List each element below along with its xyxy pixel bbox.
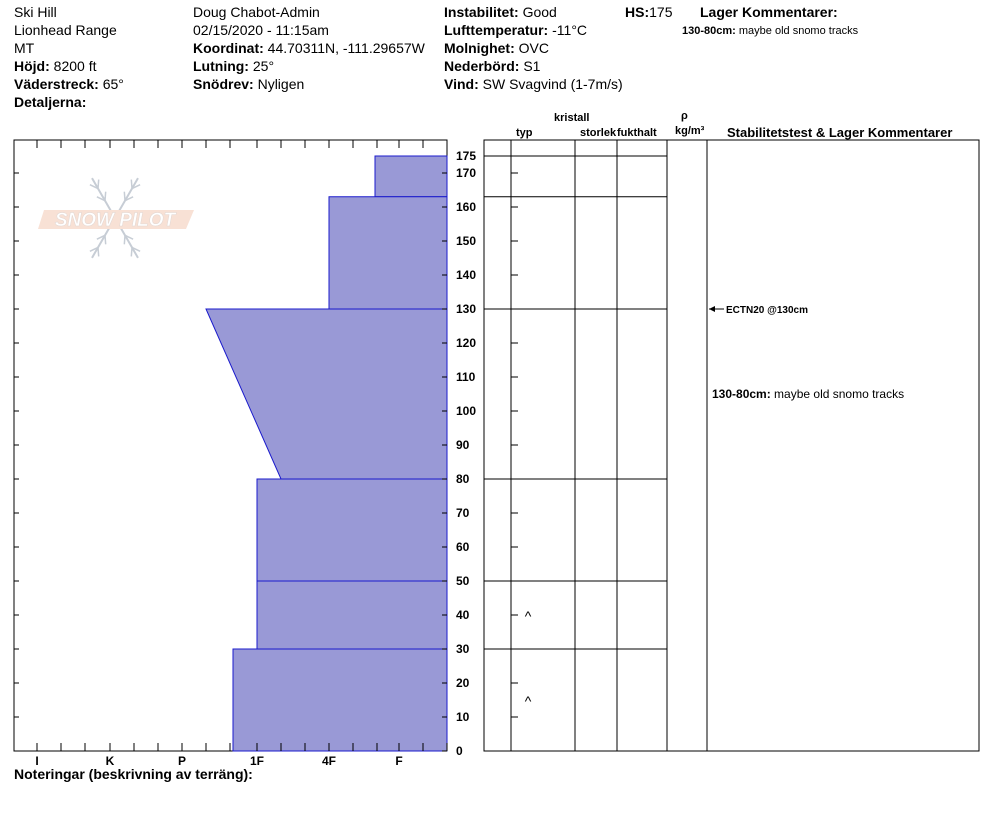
precip-label: Nederbörd:	[444, 58, 520, 74]
depth-label-140: 140	[456, 268, 477, 282]
hardness-layer-2	[329, 197, 447, 309]
hardness-layer-1	[375, 156, 447, 197]
depth-label-150: 150	[456, 234, 477, 248]
col-kristall: kristall	[554, 112, 590, 124]
depth-label-80: 80	[456, 472, 470, 486]
stability-label: Instabilitet:	[444, 4, 519, 20]
details-label: Detaljerna:	[14, 94, 87, 110]
hardness-label-p: P	[177, 754, 187, 768]
range-name: Lionhead Range	[14, 22, 117, 38]
depth-label-120: 120	[456, 336, 477, 350]
airtemp-label: Lufttemperatur:	[444, 22, 549, 38]
drift-value: Nyligen	[257, 76, 305, 92]
observer-name: Doug Chabot-Admin	[193, 4, 320, 20]
hardness-label-f: F	[395, 754, 403, 768]
slope-label: Lutning:	[193, 58, 249, 74]
notes-label: Noteringar (beskrivning av terräng):	[14, 766, 253, 782]
snowflake-branch	[105, 235, 106, 244]
header-layer-comment-range: 130-80cm:	[682, 25, 736, 37]
stability-test-label: ECTN20 @130cm	[726, 305, 809, 316]
hardness-layer-6	[233, 649, 447, 751]
depth-label-0: 0	[456, 744, 463, 758]
snowflake-branch	[124, 235, 125, 244]
grain-marker-15: ^	[524, 693, 532, 709]
layer-table-frame	[484, 140, 979, 751]
depth-label-110: 110	[456, 370, 476, 384]
col-typ: typ	[516, 127, 533, 139]
elevation-value: 8200 ft	[53, 58, 97, 74]
stability-value: Good	[522, 4, 557, 20]
depth-label-30: 30	[456, 642, 470, 656]
col-stability: Stabilitetstest & Lager Kommentarer	[727, 125, 953, 140]
layer-comments-title: Lager Kommentarer:	[700, 4, 838, 20]
hardness-label-1f: 1F	[249, 754, 265, 768]
snowflake-branch	[105, 192, 106, 201]
observation-datetime: 02/15/2020 - 11:15am	[193, 22, 329, 38]
col-density-unit: kg/m³	[675, 125, 705, 137]
depth-label-160: 160	[456, 200, 477, 214]
depth-label-20: 20	[456, 676, 470, 690]
stability-arrow-head	[709, 306, 715, 312]
precip-value: S1	[523, 58, 541, 74]
hardness-label-i: I	[35, 754, 39, 768]
coord-label: Koordinat:	[193, 40, 264, 56]
elevation-label: Höjd:	[14, 58, 50, 74]
hardness-label-k: K	[105, 754, 115, 768]
hardness-layer-4	[257, 479, 447, 581]
depth-label-90: 90	[456, 438, 470, 452]
logo-text: SNOW PILOT	[54, 210, 176, 231]
drift-label: Snödrev:	[193, 76, 254, 92]
depth-label-170: 170	[456, 166, 477, 180]
depth-label-50: 50	[456, 574, 470, 588]
layer-comment-range: 130-80cm:	[712, 387, 775, 401]
aspect-value: 65°	[102, 76, 124, 92]
depth-label-70: 70	[456, 506, 470, 520]
grain-marker-40: ^	[524, 608, 532, 624]
hs-value: 175	[649, 4, 673, 20]
depth-label-10: 10	[456, 710, 470, 724]
snowflake-branch	[98, 247, 99, 256]
aspect-label: Väderstreck:	[14, 76, 99, 92]
depth-label-100: 100	[456, 404, 477, 418]
col-fukthalt: fukthalt	[617, 127, 657, 139]
depth-label-175: 175	[456, 149, 477, 163]
slope-value: 25°	[252, 58, 275, 74]
state-name: MT	[14, 40, 35, 56]
depth-label-60: 60	[456, 540, 470, 554]
hardness-layer-5	[257, 581, 447, 649]
snowflake-branch	[131, 180, 132, 189]
depth-label-40: 40	[456, 608, 470, 622]
layer-comment	[712, 387, 904, 401]
depth-label-130: 130	[456, 302, 477, 316]
col-rho: ρ	[681, 110, 688, 122]
header-layer-comment-text: maybe old snomo tracks	[738, 25, 859, 37]
snowflake-branch	[131, 247, 132, 256]
hs-label: HS:	[625, 4, 650, 20]
location-name: Ski Hill	[14, 4, 57, 20]
coord-value: 44.70311N, -111.29657W	[267, 40, 425, 56]
airtemp-value: -11°C	[552, 22, 588, 38]
snowflake-branch	[124, 192, 125, 201]
wind-value: SW Svagvind (1-7m/s)	[482, 76, 623, 92]
wind-label: Vind:	[444, 76, 479, 92]
sky-value: OVC	[518, 40, 549, 56]
sky-label: Molnighet:	[444, 40, 515, 56]
col-storlek: storlek	[580, 127, 617, 139]
hardness-label-4f: 4F	[321, 754, 337, 768]
snowflake-branch	[98, 180, 99, 189]
layer-comment-text: maybe old snomo tracks	[774, 387, 905, 401]
